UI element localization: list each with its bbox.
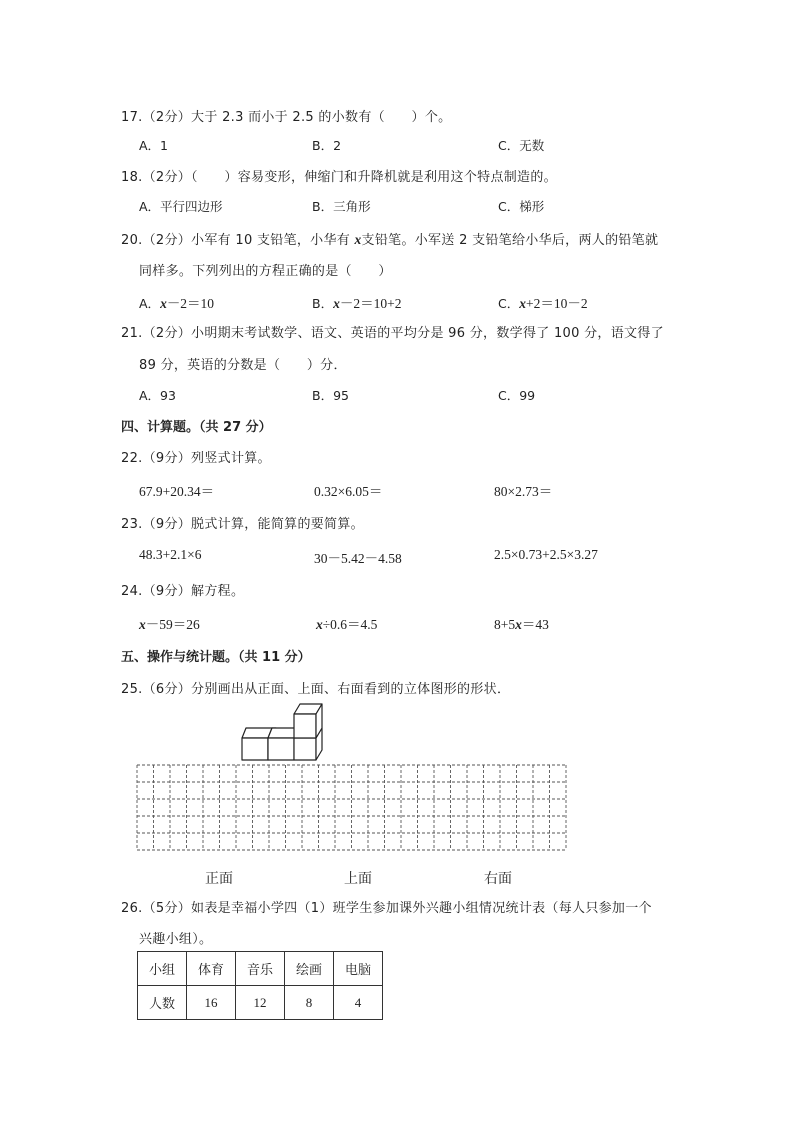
q22-prompt: 22.（9分）列竖式计算。 — [121, 451, 271, 466]
q23-item-2: 30－5.42－4.58 — [314, 551, 402, 566]
q24-item-3: 8+5x＝43 — [494, 617, 549, 632]
q21-prompt-line2: 89 分，英语的分数是（ ）分． — [139, 358, 347, 373]
table-header-cell: 音乐 — [236, 952, 285, 986]
view-label-top: 上面 — [344, 871, 372, 887]
q23-prompt: 23.（9分）脱式计算，能简算的要简算。 — [121, 517, 364, 532]
table-header-cell: 体育 — [187, 952, 236, 986]
q22-item-3: 80×2.73＝ — [494, 484, 553, 499]
table-row — [138, 986, 383, 1020]
table-header-row — [138, 952, 383, 986]
cube-right-top-front — [294, 714, 316, 738]
q17-option-c: C．无数 — [498, 138, 545, 153]
q20-prompt-variable: x — [354, 232, 362, 247]
q20-prompt-line2: 同样多。下列列出的方程正确的是（ ） — [139, 264, 392, 279]
q21-option-b: B．95 — [312, 388, 349, 403]
q22-item-2: 0.32×6.05＝ — [314, 484, 383, 499]
q18-option-a: A．平行四边形 — [139, 199, 223, 214]
cube-figure — [238, 700, 328, 764]
q23-item-1: 48.3+2.1×6 — [139, 547, 202, 562]
view-label-right: 右面 — [484, 871, 512, 887]
q17-prompt: 17.（2分）大于 2.3 而小于 2.5 的小数有（ ）个。 — [121, 110, 452, 125]
q20-prompt-line1 — [121, 229, 658, 248]
q18-option-c: C．梯形 — [498, 199, 545, 214]
q21-option-a: A．93 — [139, 388, 176, 403]
q24-item-2: x÷0.6＝4.5 — [316, 617, 378, 632]
table-header-cell: 电脑 — [334, 952, 383, 986]
q20-option-a: A．x－2＝10 — [139, 296, 215, 311]
q18-option-b: B．三角形 — [312, 199, 371, 214]
dashed-grid — [136, 764, 570, 854]
table-cell: 4 — [334, 986, 383, 1020]
section5-title: 五、操作与统计题。（共 11 分） — [121, 650, 311, 665]
q20-option-b: B．x－2＝10+2 — [312, 296, 402, 311]
cube-mid-front — [268, 738, 294, 760]
q18-prompt: 18.（2分）（ ）容易变形，伸缩门和升降机就是利用这个特点制造的。 — [121, 170, 557, 185]
interest-group-table — [137, 951, 383, 1020]
q20-prompt-part1: 20.（2分）小军有 10 支铅笔，小华有 — [121, 233, 355, 248]
q26-prompt-line2: 兴趣小组）。 — [139, 932, 213, 947]
q26-prompt-line1: 26.（5分）如表是幸福小学四（1）班学生参加课外兴趣小组情况统计表（每人只参加一个 — [121, 901, 652, 916]
q20-prompt-part2: 支铅笔。小军送 2 支铅笔给小华后，两人的铅笔就 — [361, 233, 659, 248]
q21-option-c: C．99 — [498, 388, 536, 403]
q20-option-c: C．x+2＝10－2 — [498, 296, 588, 311]
q22-item-1: 67.9+20.34＝ — [139, 484, 215, 499]
q25-prompt: 25.（6分）分别画出从正面、上面、右面看到的立体图形的形状． — [121, 682, 511, 697]
cube-right-bottom-front — [294, 738, 316, 760]
q17-option-b: B．2 — [312, 138, 342, 153]
table-cell: 8 — [285, 986, 334, 1020]
table-row-label: 人数 — [138, 986, 187, 1020]
table-header-cell: 小组 — [138, 952, 187, 986]
q24-item-1: x－59＝26 — [139, 617, 200, 632]
q21-prompt-line1: 21.（2分）小明期末考试数学、语文、英语的平均分是 96 分，数学得了 100 分，语文得了 — [121, 326, 664, 341]
table-header-cell: 绘画 — [285, 952, 334, 986]
q24-prompt: 24.（9分）解方程。 — [121, 584, 245, 599]
cube-left-front — [242, 738, 268, 760]
view-label-front: 正面 — [205, 871, 233, 887]
q17-option-a: A．1 — [139, 138, 169, 153]
table-cell: 12 — [236, 986, 285, 1020]
section4-title: 四、计算题。（共 27 分） — [121, 420, 272, 435]
q23-item-3: 2.5×0.73+2.5×3.27 — [494, 547, 598, 562]
table-cell: 16 — [187, 986, 236, 1020]
